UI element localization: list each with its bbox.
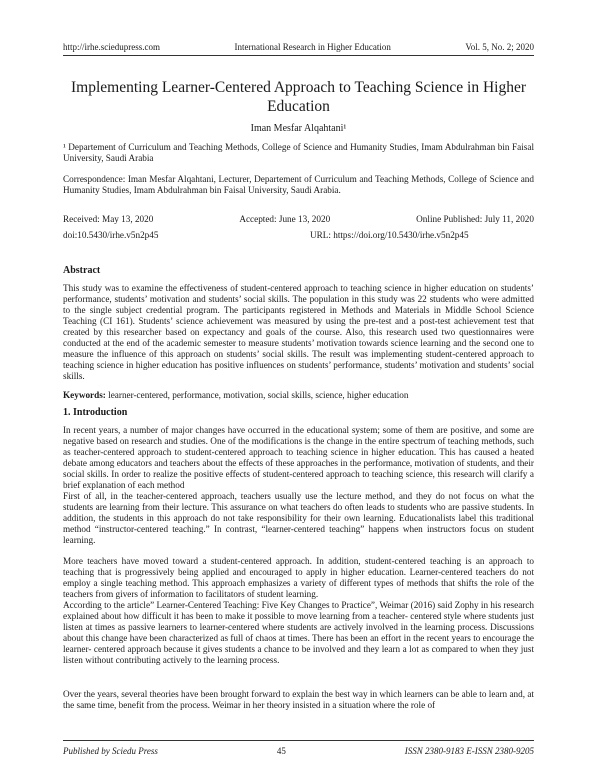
abstract-heading: Abstract (63, 265, 101, 276)
published-date: Online Published: July 11, 2020 (416, 214, 534, 224)
correspondence: Correspondence: Iman Mesfar Alqahtani, Lecturer, Departement of Curriculum and Teaching Methods, College of Science and Humanity Studies, Imam Abdulrahman bin Faisal University, Saudi Arabia. (63, 174, 534, 195)
running-header (63, 42, 534, 52)
keywords-text: learner-centered, performance, motivation, social skills, science, higher education (105, 390, 409, 400)
intro-paragraph: Over the years, several theories have been brought forward to explain the best way in which learners can be able to learn and, at the same time, benefit from the process. Weimar in her theory insisted in a situation where the role of (63, 689, 534, 710)
journal-url[interactable]: http://irhe.sciedupress.com (63, 42, 160, 52)
footer-divider (63, 740, 534, 741)
journal-name: International Research in Higher Education (234, 42, 391, 52)
abstract-text: This study was to examine the effectiveness of student-centered approach to teaching science in higher education on students’ performance, students’ motivation and students’ social skills. The population in this study was 22 students who were admitted to the single subject credential program. The participants registered in Methods and Materials in Middle School Science Teaching (CI 161). Students’ science achievement was measured by using the pre-test and a post-test achievement test that created by this researcher based on expectancy and goals of the course. Also, this research used two questionnaires were conducted at the end of the academic semester to measure students’ motivation towards science learning and the second one to measure the influence of this approach on students’ social skills. The result was implementing student-centered approach to teaching science in higher education has positive influences on students’ performance, students’ motivation and students’ social skills. (63, 283, 534, 381)
volume-info: Vol. 5, No. 2; 2020 (465, 42, 534, 52)
intro-paragraph: First of all, in the teacher-centered approach, teachers usually use the lecture method, and they do not focus on what the students are learning from their lecture. This assurance on what teachers do often leads to students who are passive students. In addition, the students in this approach do not take responsibility for their own learning. Educationalists label this traditional method “instructor-centered teaching.” In contrast, “learner-centered teaching” happens when instructors focus on student learning. (63, 491, 534, 545)
keywords (63, 390, 534, 401)
author-name: Iman Mesfar Alqahtani¹ (250, 123, 347, 134)
intro-paragraph: More teachers have moved toward a student-centered approach. In addition, student-centered teaching is an approach to teaching that is progressively being applied and encouraged to apply in higher education. Learner-centered teachers do not employ a single teaching method. This approach emphasizes a variety of different types of methods that shifts the role of the teachers from givers of information to facilitators of student learning. (63, 556, 534, 599)
header-divider (63, 55, 534, 56)
paper-title: Implementing Learner-Centered Approach to Teaching Science in Higher Education (71, 79, 526, 115)
introduction-heading: 1. Introduction (63, 407, 128, 418)
publication-dates (63, 214, 534, 241)
received-date: Received: May 13, 2020 (63, 214, 154, 224)
issn: ISSN 2380-9183 E-ISSN 2380-9205 (404, 746, 534, 756)
page-number: 45 (276, 746, 286, 756)
running-footer (63, 746, 534, 756)
intro-paragraph: In recent years, a number of major changes have occurred in the educational system; some of them are positive, and some are negative based on research and studies. One of the modifications is the change in the entire spectrum of teaching methods, such as teacher-centered approach to student-centered approach to teaching science in higher education. This has caused a heated debate among educators and teachers about the effects of these approaches in the performance, motivation of students, and their social skills. In order to realize the positive effects of student-centered approach to teaching science, this research will clarify a brief explanation of each method (63, 425, 534, 490)
publisher: Published by Sciedu Press (63, 746, 158, 756)
doi-url[interactable]: URL: https://doi.org/10.5430/irhe.v5n2p45 (310, 230, 469, 240)
author-affiliation: ¹ Departement of Curriculum and Teaching Methods, College of Science and Humanity Studies, Imam Abdulrahman bin Faisal University, Saudi Arabia (63, 142, 534, 163)
keywords-label: Keywords: (63, 390, 106, 400)
intro-paragraph: According to the article” Learner-Centered Teaching: Five Key Changes to Practice”, Weimar (2016) said Zophy in his research explained about how difficult it has been to make it possible to move learning from a teacher- centered style where students just listen at times as passive learners to learner-centered where students are actively involved in the learning process. Discussions about this change have been characterized as full of chaos at times. There has been an effort in the recent years to encourage the learner- centered approach because it gives students a chance to be involved and they learn a lot as compared to when they just listen without contributing actively to the learning process. (63, 600, 534, 665)
accepted-date: Accepted: June 13, 2020 (239, 214, 331, 224)
doi: doi:10.5430/irhe.v5n2p45 (63, 230, 159, 240)
